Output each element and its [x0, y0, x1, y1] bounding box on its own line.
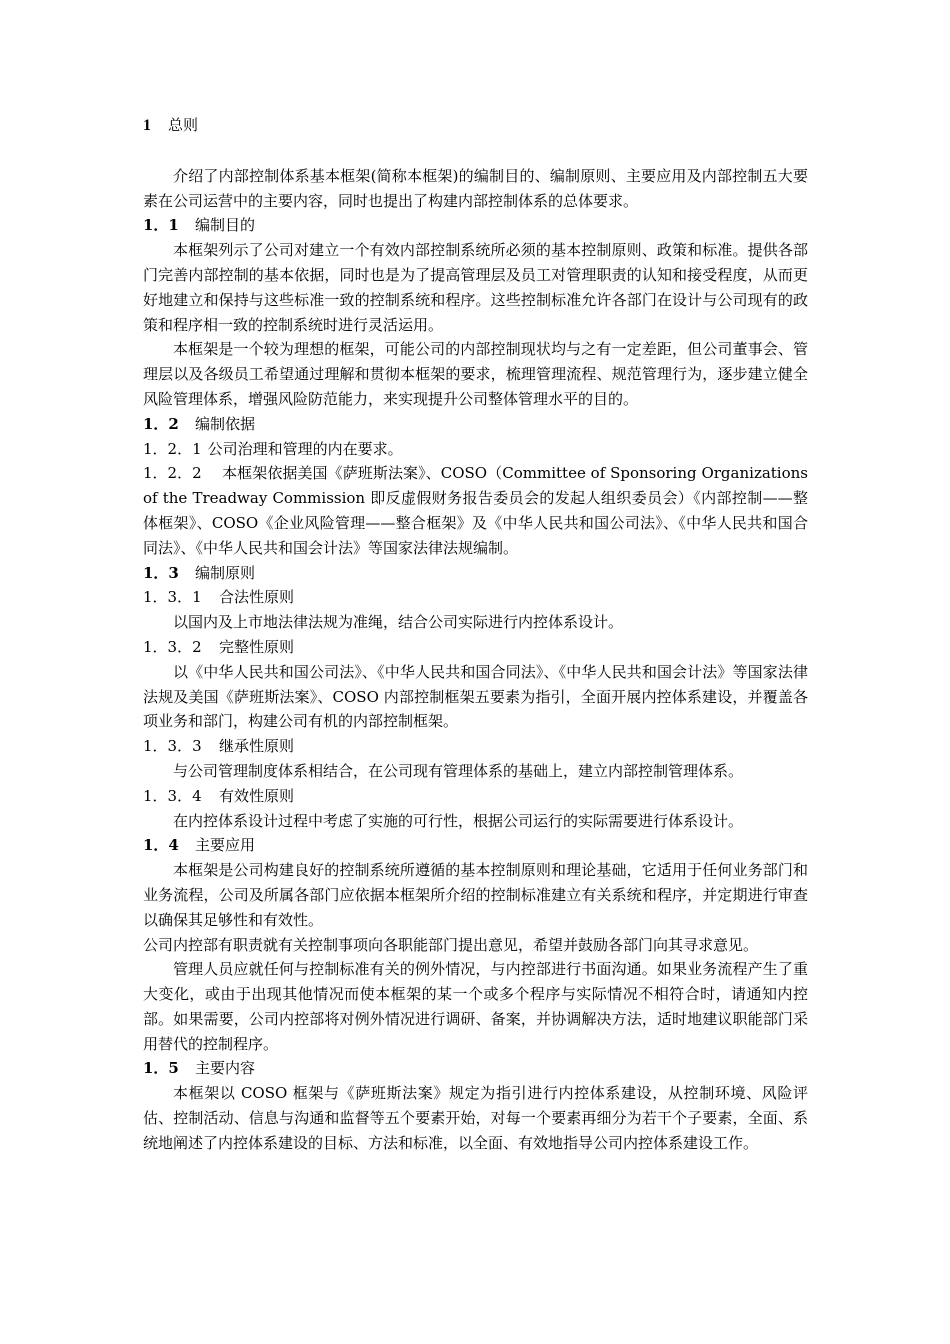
section-number: 1．4	[143, 836, 179, 855]
section-heading-1-1	[143, 213, 808, 238]
subsection-heading-1-3-1	[143, 585, 808, 610]
paragraph: 本框架是公司构建良好的控制系统所遵循的基本控制原则和理论基础，它适用于任何业务部门和业务流程，公司及所属各部门应依据本框架所介绍的控制标准建立有关系统和程序，并定期进行审查以确保其足够性和有效性。	[143, 861, 808, 929]
subsection-number: 1．3．3	[143, 737, 202, 756]
chapter-number: 1	[143, 117, 151, 134]
paragraph: 公司内控部有职责就有关控制事项向各职能部门提出意见，希望并鼓励各部门向其寻求意见。	[143, 935, 759, 954]
subsection-title: 完整性原则	[219, 637, 295, 656]
subsection-title: 合法性原则	[219, 588, 295, 607]
subsection-number: 1．2．2	[143, 464, 202, 483]
section-title: 编制依据	[195, 414, 256, 433]
document-body	[143, 113, 808, 1156]
section-title: 编制原则	[195, 563, 256, 582]
subsection-heading-1-3-4	[143, 784, 808, 809]
section-heading-1-2	[143, 412, 808, 437]
subsection-number: 1．3．4	[143, 786, 202, 805]
paragraph: 以《中华人民共和国公司法》、《中华人民共和国合同法》、《中华人民共和国会计法》等国家法律法规及美国《萨班斯法案》、COSO 内部控制框架五要素为指引，全面开展内控体系建设，并覆盖各项业务和部门，构建公司有机的内部控制框架。	[143, 662, 808, 731]
subsection-number: 1．2．1	[143, 439, 202, 458]
paragraph: 与公司管理制度体系相结合，在公司现有管理体系的基础上，建立内部控制管理体系。	[173, 761, 744, 780]
subsection-title: 继承性原则	[219, 737, 295, 756]
paragraph: 本框架是一个较为理想的框架，可能公司的内部控制现状均与之有一定差距，但公司董事会、管理层以及各级员工希望通过理解和贯彻本框架的要求，梳理管理流程、规范管理行为，逐步建立健全风险管理体系，增强风险防范能力，来实现提升公司整体管理水平的目的。	[143, 340, 808, 408]
subsection-number: 1．3．2	[143, 637, 202, 656]
paragraph: 本框架列示了公司对建立一个有效内部控制系统所必须的基本控制原则、政策和标准。提供各部门完善内部控制的基本依据，同时也是为了提高管理层及员工对管理职责的认知和接受程度，从而更好地建立和保持与这些标准一致的控制系统和程序。这些控制标准允许各部门在设计与公司现有的政策和程序相一致的控制系统时进行灵活运用。	[143, 241, 808, 334]
section-heading-1-3	[143, 561, 808, 586]
section-title: 主要应用	[195, 836, 256, 855]
section-number: 1．5	[143, 1059, 179, 1078]
subsection-text: 公司治理和管理的内在要求。	[207, 439, 403, 458]
subsection-number: 1．3．1	[143, 588, 202, 607]
paragraph: 在内控体系设计过程中考虑了实施的可行性，根据公司运行的实际需要进行体系设计。	[173, 811, 744, 830]
subsection-title: 有效性原则	[219, 786, 295, 805]
section-number: 1．2	[143, 414, 179, 433]
intro-paragraph: 介绍了内部控制体系基本框架(简称本框架)的编制目的、编制原则、主要应用及内部控制五大要素在公司运营中的主要内容，同时也提出了构建内部控制体系的总体要求。	[143, 166, 808, 210]
subsection-heading-1-3-3	[143, 734, 808, 759]
subsection-text: 本框架依据美国《萨班斯法案》、COSO（Committee of Sponsoring Organizations of the Treadway Commission 即反虚假财务报告委员会的发起人组织委员会）《内部控制——整体框架》、COSO《企业风险管理——整合框架》及《中华人民共和国公司法》、《中华人民共和国合同法》、《中华人民共和国会计法》等国家法律法规编制。	[143, 464, 808, 557]
section-title: 主要内容	[195, 1059, 256, 1078]
paragraph: 本框架以 COSO 框架与《萨班斯法案》规定为指引进行内控体系建设，从控制环境、风险评估、控制活动、信息与沟通和监督等五个要素开始，对每一个要素再细分为若干个子要素，全面、系统地阐述了内控体系建设的目标、方法和标准，以全面、有效地指导公司内控体系建设工作。	[143, 1084, 808, 1152]
subsection-1-2-1	[143, 437, 808, 462]
section-heading-1-4	[143, 833, 808, 858]
section-heading-1-5	[143, 1056, 808, 1081]
section-number: 1．3	[143, 563, 179, 582]
section-title: 编制目的	[195, 216, 256, 235]
subsection-heading-1-3-2	[143, 635, 808, 660]
section-number: 1．1	[143, 216, 179, 235]
chapter-heading	[143, 113, 808, 139]
chapter-title: 总则	[168, 116, 199, 134]
paragraph: 管理人员应就任何与控制标准有关的例外情况，与内控部进行书面沟通。如果业务流程产生了重大变化，或由于出现其他情况而使本框架的某一个或多个程序与实际情况不相符合时，请通知内控部。如果需要，公司内控部将对例外情况进行调研、备案，并协调解决方法，适时地建议职能部门采用替代的控制程序。	[143, 960, 808, 1053]
subsection-1-2-2	[143, 461, 808, 560]
paragraph: 以国内及上市地法律法规为准绳，结合公司实际进行内控体系设计。	[173, 613, 624, 632]
